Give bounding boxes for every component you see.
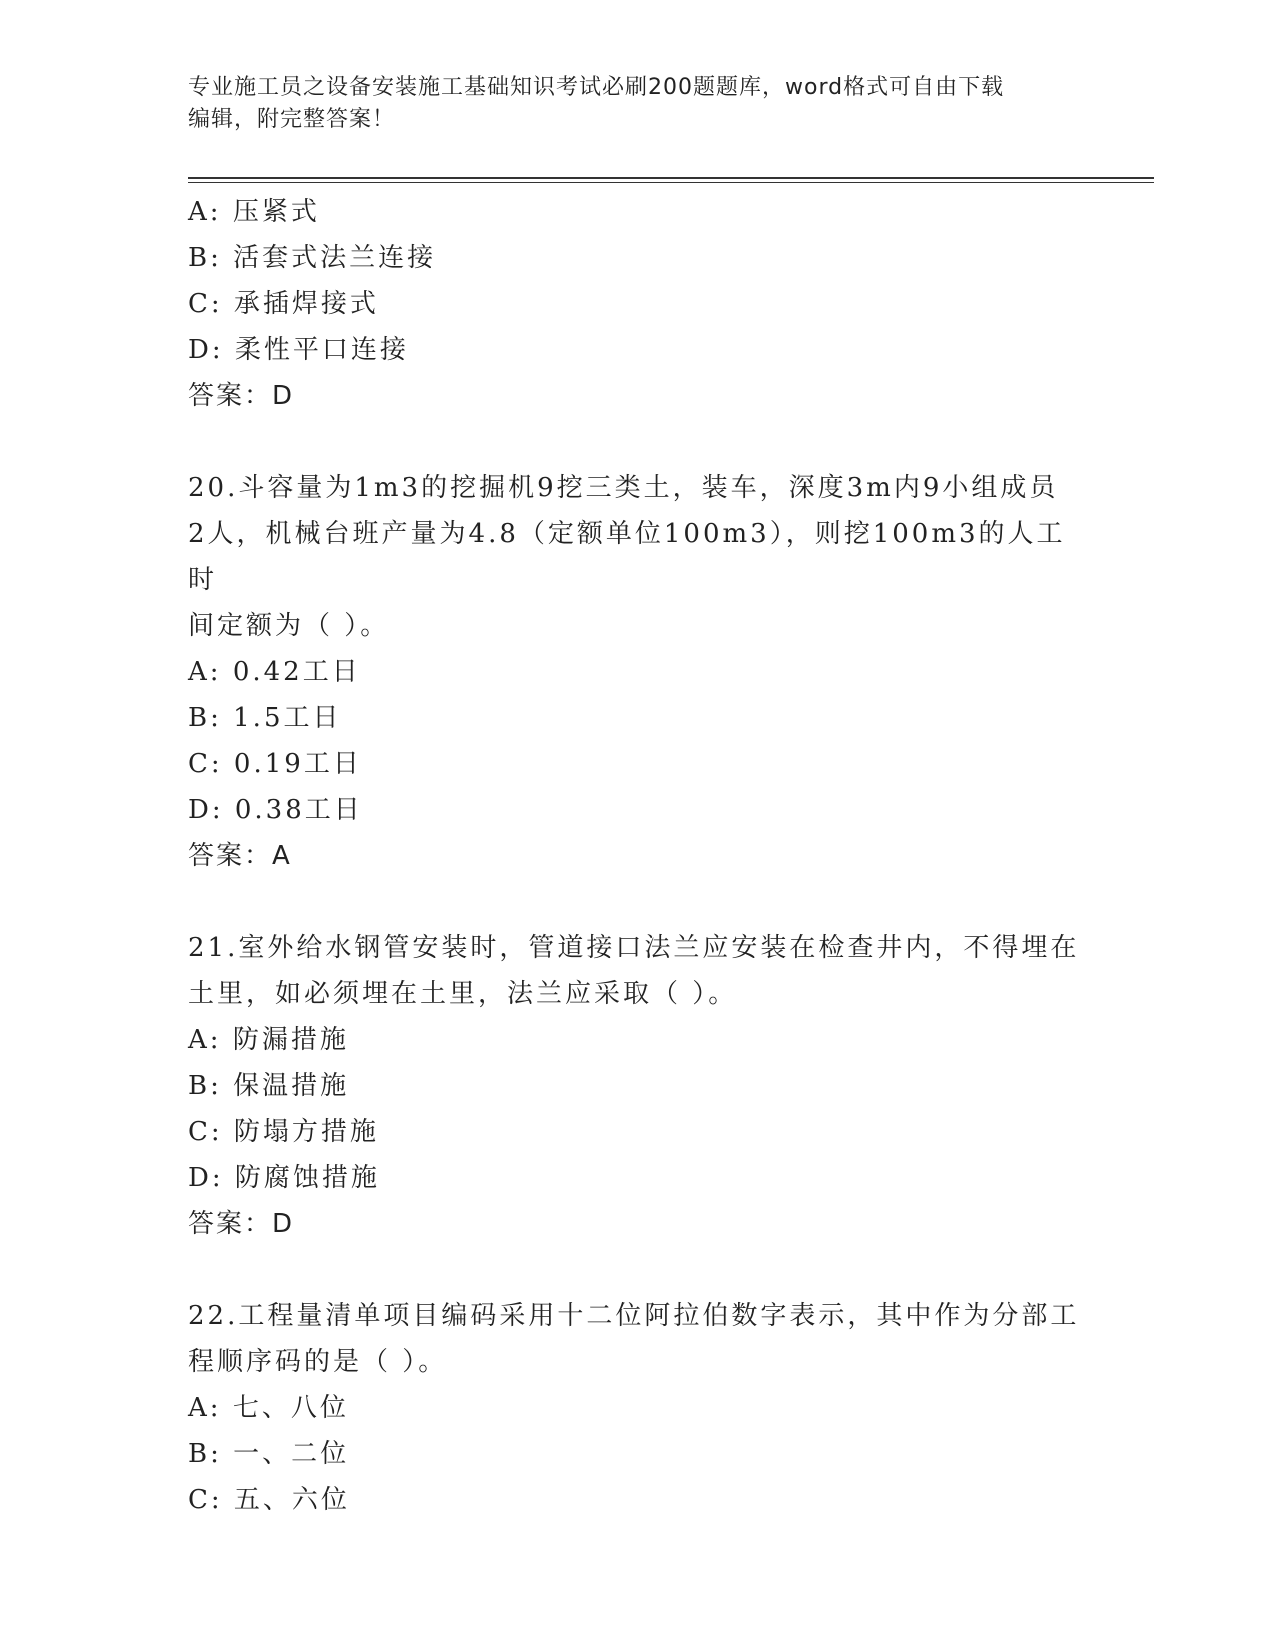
spacer xyxy=(188,879,1088,925)
option-c xyxy=(188,741,1088,787)
question-22 xyxy=(188,1293,1088,1523)
option-text: 柔性平口连接 xyxy=(234,335,409,365)
option-text: 防塌方措施 xyxy=(233,1117,379,1147)
option-b xyxy=(188,1431,1088,1477)
option-text: 活套式法兰连接 xyxy=(233,243,437,273)
option-a xyxy=(188,189,1088,235)
option-label: A: xyxy=(188,197,222,227)
option-label: D: xyxy=(188,1163,224,1193)
answer-line: 答案：D xyxy=(188,381,295,411)
question-stem-line: 21.室外给水钢管安装时，管道接口法兰应安装在检查井内，不得埋在 xyxy=(188,933,1080,963)
option-text: 1.5工日 xyxy=(233,703,342,733)
option-text: 0.42工日 xyxy=(232,657,361,687)
option-label: B: xyxy=(188,243,222,273)
option-label: D: xyxy=(188,795,224,825)
header-divider-thin xyxy=(188,182,1154,183)
option-label: A: xyxy=(188,1025,222,1055)
option-label: D: xyxy=(188,335,224,365)
header-title-line-2: 编辑，附完整答案！ xyxy=(188,107,396,132)
option-label: B: xyxy=(188,703,222,733)
question-21 xyxy=(188,925,1088,1247)
option-d xyxy=(188,787,1088,833)
option-text: 承插焊接式 xyxy=(233,289,379,319)
option-text: 防漏措施 xyxy=(232,1025,349,1055)
question-stem-line: 程顺序码的是（ ）。 xyxy=(188,1347,448,1377)
option-label: C: xyxy=(188,1117,223,1147)
answer-line: 答案：D xyxy=(188,1209,295,1239)
option-text: 0.19工日 xyxy=(233,749,362,779)
option-c xyxy=(188,281,1088,327)
question-stem-line: 间定额为（ ）。 xyxy=(188,611,390,641)
option-text: 0.38工日 xyxy=(234,795,363,825)
option-c xyxy=(188,1109,1088,1155)
question-stem-line: 2人，机械台班产量为4.8（定额单位100m3），则挖100m3的人工时 xyxy=(188,519,1066,595)
option-label: A: xyxy=(188,1393,222,1423)
question-stem-line: 土里，如必须埋在土里，法兰应采取（ ）。 xyxy=(188,979,738,1009)
option-label: B: xyxy=(188,1071,222,1101)
question-content xyxy=(188,189,1088,1523)
option-b xyxy=(188,695,1088,741)
option-a xyxy=(188,649,1088,695)
spacer xyxy=(188,1247,1088,1293)
option-text: 防腐蚀措施 xyxy=(234,1163,380,1193)
question-stem-line: 22.工程量清单项目编码采用十二位阿拉伯数字表示，其中作为分部工 xyxy=(188,1301,1080,1331)
option-a xyxy=(188,1017,1088,1063)
option-text: 七、八位 xyxy=(232,1393,349,1423)
question-19-options xyxy=(188,189,1088,419)
option-text: 五、六位 xyxy=(233,1485,350,1515)
document-header xyxy=(188,72,1068,136)
option-d xyxy=(188,327,1088,373)
option-text: 保温措施 xyxy=(233,1071,350,1101)
header-divider-thick xyxy=(188,177,1154,179)
option-text: 压紧式 xyxy=(232,197,320,227)
option-a xyxy=(188,1385,1088,1431)
option-d xyxy=(188,1155,1088,1201)
question-stem-line: 20.斗容量为1m3的挖掘机9挖三类土，装车，深度3m内9小组成员 xyxy=(188,473,1059,503)
option-label: C: xyxy=(188,749,223,779)
option-b xyxy=(188,235,1088,281)
spacer xyxy=(188,419,1088,465)
option-label: C: xyxy=(188,1485,223,1515)
option-label: C: xyxy=(188,289,223,319)
question-20 xyxy=(188,465,1088,879)
option-label: B: xyxy=(188,1439,222,1469)
option-label: A: xyxy=(188,657,222,687)
option-c xyxy=(188,1477,1088,1523)
option-text: 一、二位 xyxy=(233,1439,350,1469)
answer-line: 答案：A xyxy=(188,841,292,871)
header-title-line-1: 专业施工员之设备安装施工基础知识考试必刷200题题库，word格式可自由下载 xyxy=(188,75,1005,100)
option-b xyxy=(188,1063,1088,1109)
